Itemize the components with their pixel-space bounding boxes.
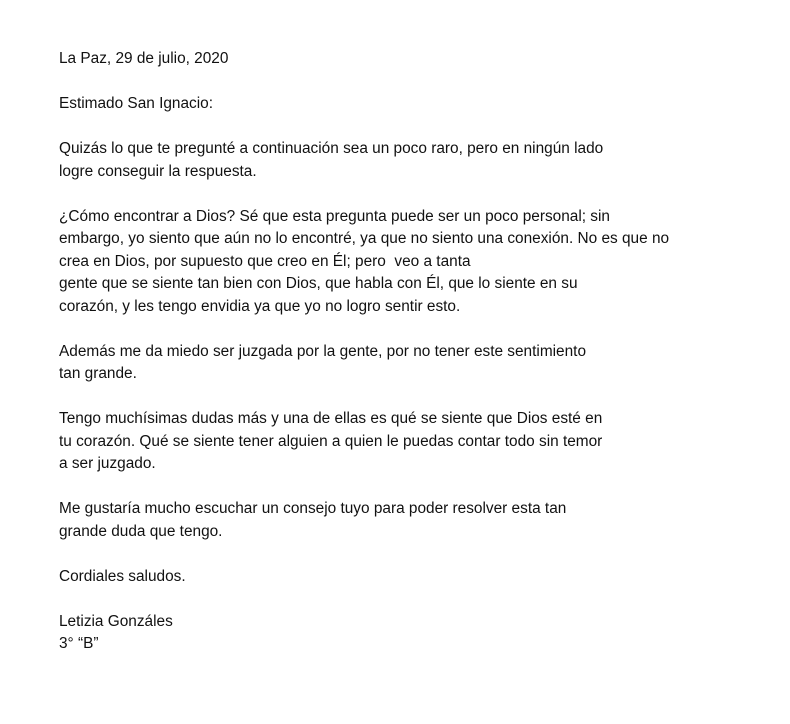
- paragraph-line: Quizás lo que te pregunté a continuación sea un poco raro, pero en ningún lado: [59, 140, 604, 157]
- letter-date: [59, 48, 759, 71]
- paragraph-line: embargo, yo siento que aún no lo encontré, ya que no siento una conexión. No es que no: [59, 230, 670, 247]
- date-line: La Paz, 29 de julio, 2020: [59, 50, 229, 67]
- paragraph-line: logre conseguir la respuesta.: [59, 162, 257, 180]
- paragraph-line: grande duda que tengo.: [59, 522, 223, 540]
- paragraph-line: Además me da miedo ser juzgada por la gente, por no tener este sentimiento: [59, 342, 587, 360]
- paragraph-4: [59, 408, 759, 476]
- paragraph-line: tan grande.: [59, 365, 137, 382]
- paragraph-5: [59, 498, 759, 543]
- salutation-line: Estimado San Ignacio:: [59, 95, 213, 112]
- paragraph-2: [59, 206, 759, 319]
- letter-signature: [59, 611, 759, 656]
- paragraph-line: gente que se siente tan bien con Dios, que habla con Él, que lo siente en su: [59, 275, 578, 292]
- paragraph-1: [59, 138, 759, 183]
- paragraph-line: tu corazón. Qué se siente tener alguien a quien le puedas contar todo sin temor: [59, 432, 603, 450]
- closing-line: Cordiales saludos.: [59, 567, 186, 585]
- paragraph-line: Tengo muchísimas dudas más y una de ellas es qué se siente que Dios esté en: [59, 410, 603, 427]
- signature-name: Letizia Gonzáles: [59, 612, 173, 630]
- letter-page: [59, 48, 759, 656]
- paragraph-line: corazón, y les tengo envidia ya que yo no logro sentir esto.: [59, 297, 461, 315]
- paragraph-line: Me gustaría mucho escuchar un consejo tuyo para poder resolver esta tan: [59, 500, 567, 517]
- letter-closing: [59, 566, 759, 589]
- paragraph-line: ¿Cómo encontrar a Dios? Sé que esta pregunta puede ser un poco personal; sin: [59, 207, 610, 225]
- paragraph-line: crea en Dios, por supuesto que creo en Él; pero veo a tanta: [59, 252, 471, 270]
- paragraph-line: a ser juzgado.: [59, 455, 156, 472]
- signature-class: 3° “B”: [59, 635, 99, 652]
- letter-salutation: [59, 93, 759, 116]
- paragraph-3: [59, 341, 759, 386]
